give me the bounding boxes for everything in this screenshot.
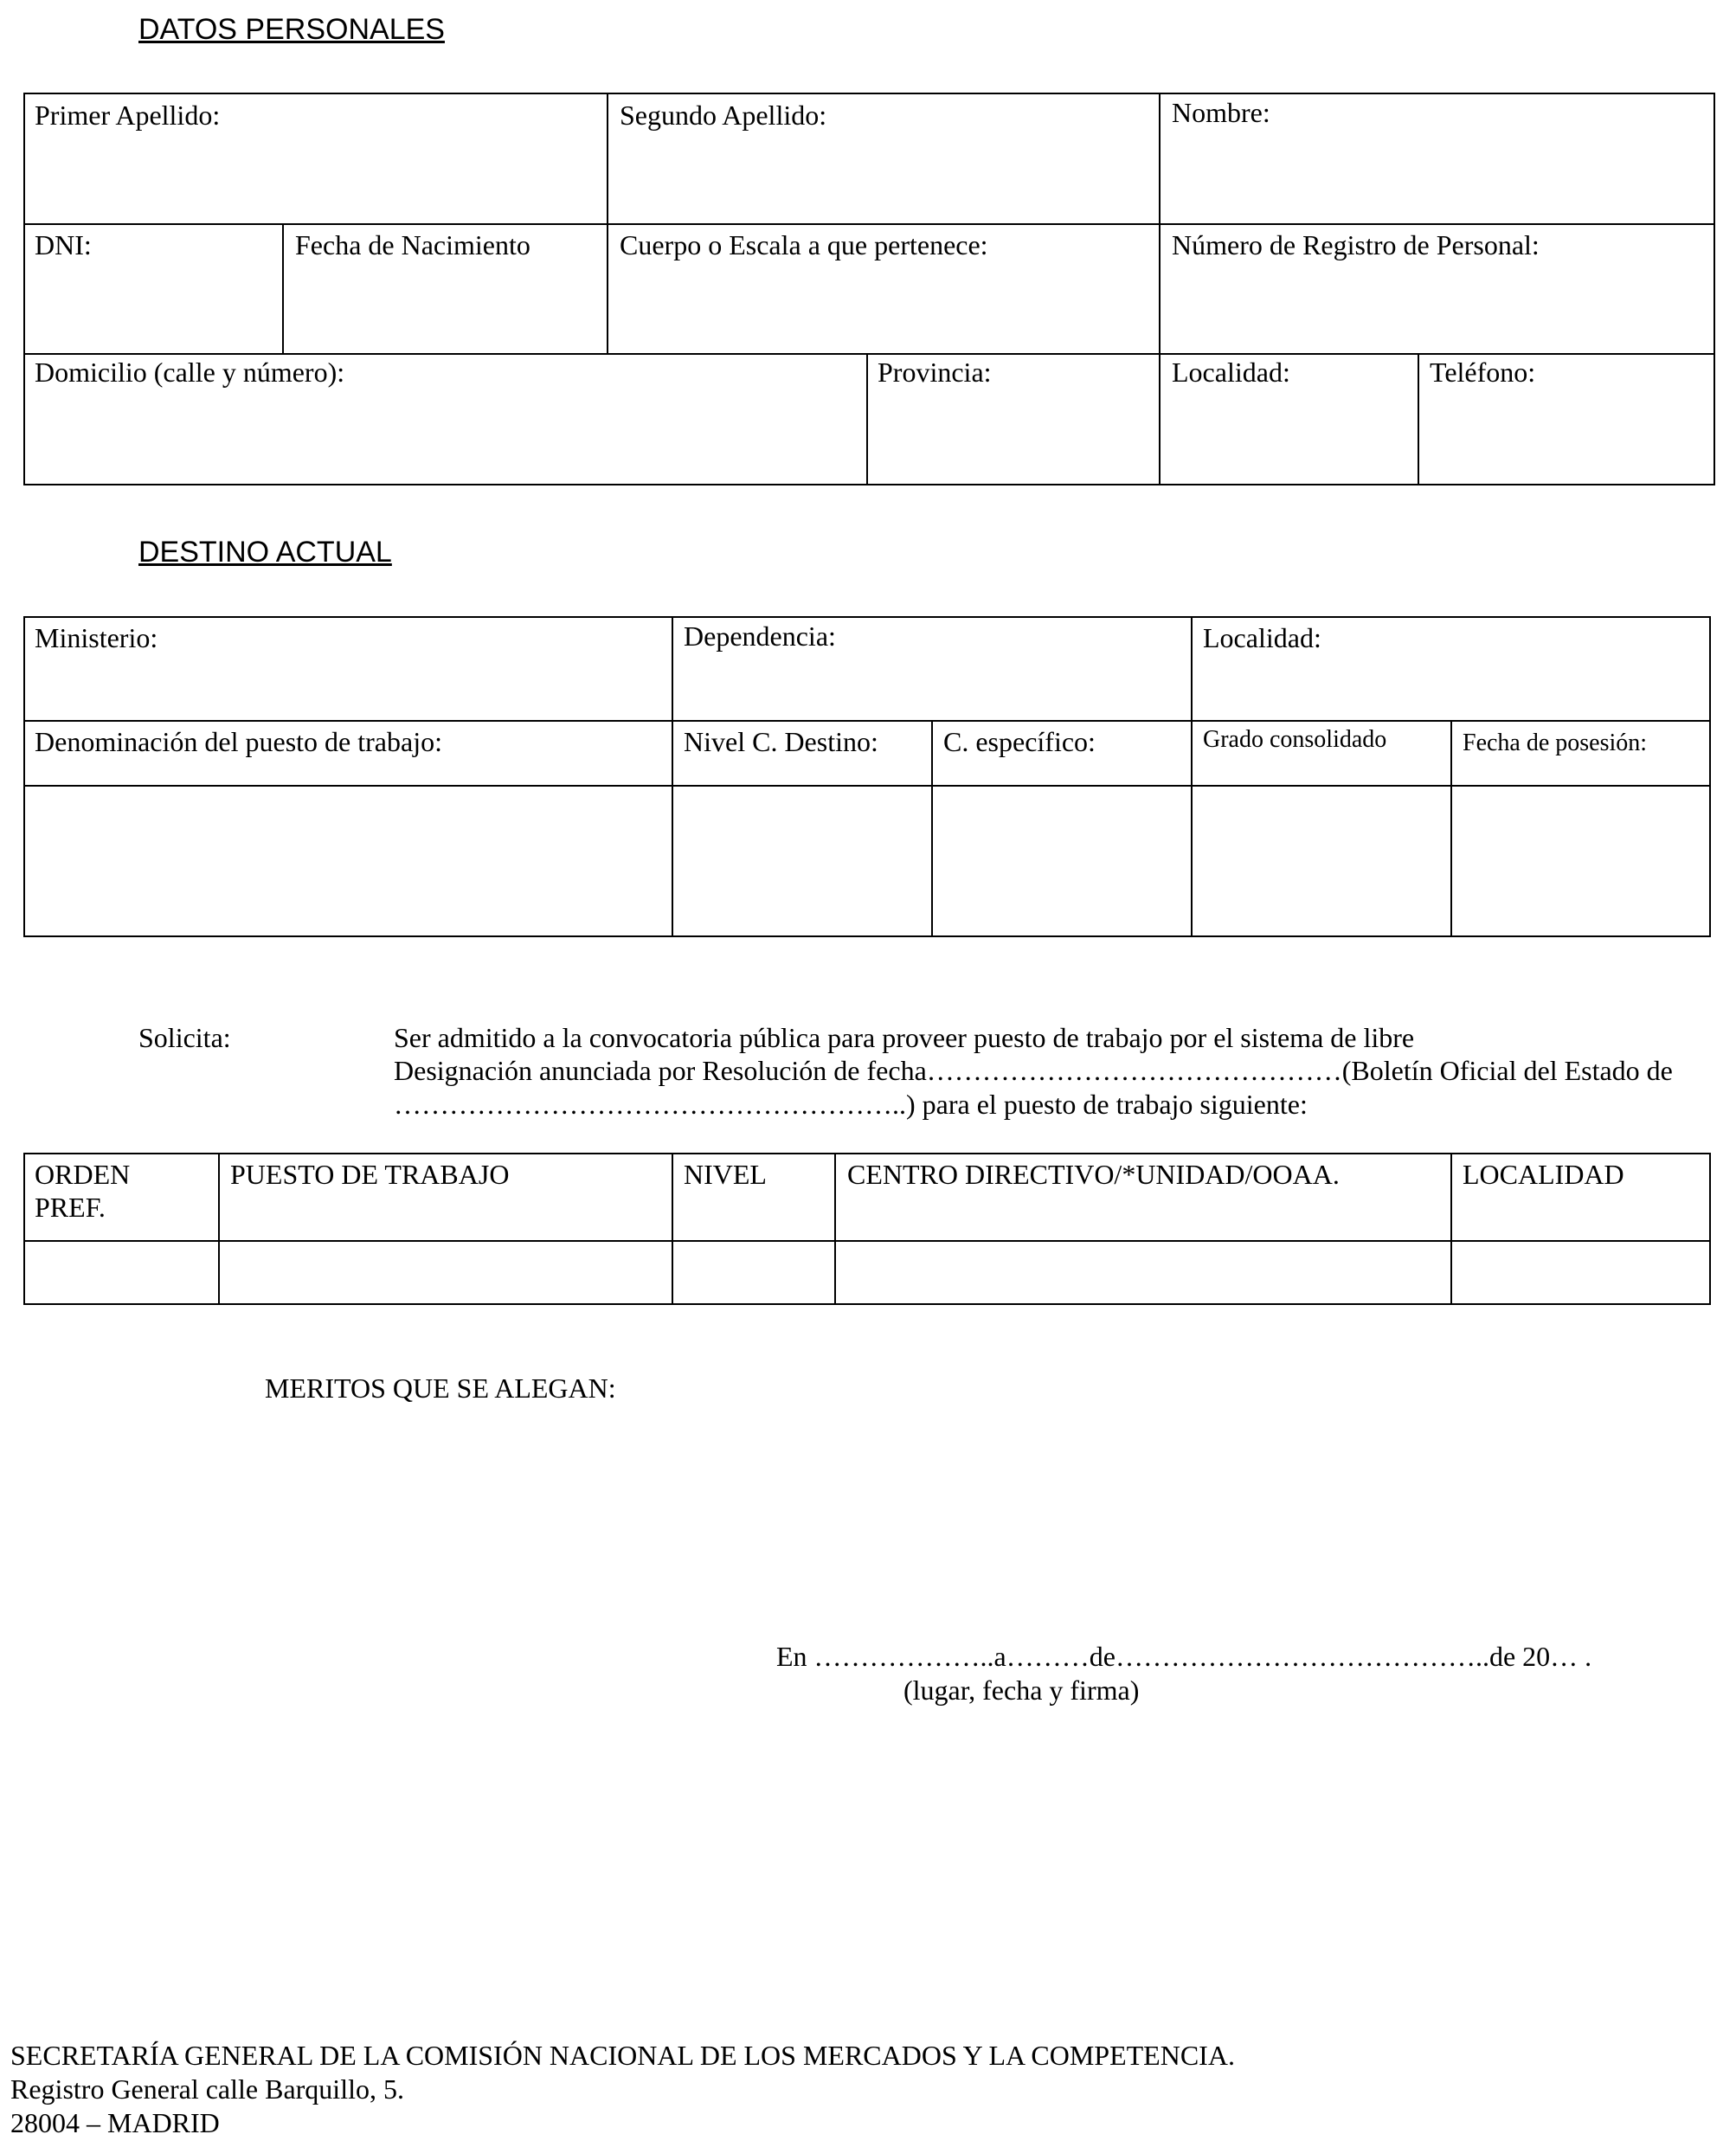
- col-divider: [1450, 1153, 1452, 1305]
- col-divider: [218, 1153, 220, 1305]
- col-divider: [1159, 93, 1161, 485]
- datos-personales-border: [23, 93, 1715, 485]
- fecha-posesion-field[interactable]: Fecha de posesión:: [1463, 730, 1648, 756]
- firma-line: En ………………..a………de…………………………………..de 20… .: [776, 1641, 1592, 1672]
- localidad-cell[interactable]: [1453, 1243, 1709, 1303]
- row-divider: [23, 720, 1711, 722]
- col-divider: [931, 720, 933, 937]
- col-divider: [1450, 720, 1452, 937]
- telefono-field[interactable]: Teléfono:: [1430, 357, 1536, 388]
- footer-line-1: SECRETARÍA GENERAL DE LA COMISIÓN NACIONAL DE LOS MERCADOS Y LA COMPETENCIA.: [10, 2040, 1235, 2071]
- meritos-field[interactable]: [265, 1411, 1649, 1618]
- nivel-header: NIVEL: [684, 1159, 767, 1190]
- segundo-apellido-field[interactable]: Segundo Apellido:: [620, 100, 827, 131]
- destino-actual-heading: DESTINO ACTUAL: [138, 536, 392, 569]
- col-divider: [866, 353, 868, 485]
- col-divider: [672, 1153, 673, 1305]
- puesto-cell[interactable]: [221, 1243, 670, 1303]
- col-divider: [834, 1153, 836, 1305]
- solicita-label: Solicita:: [138, 1022, 231, 1053]
- domicilio-field[interactable]: Domicilio (calle y número):: [35, 357, 345, 388]
- col-divider: [1191, 616, 1193, 937]
- primer-apellido-field[interactable]: Primer Apellido:: [35, 100, 221, 131]
- row-divider: [23, 223, 1715, 225]
- localidad-header: LOCALIDAD: [1463, 1159, 1624, 1190]
- row-divider: [23, 1240, 1711, 1242]
- provincia-field[interactable]: Provincia:: [878, 357, 992, 388]
- fecha-nacimiento-field[interactable]: Fecha de Nacimiento: [295, 229, 530, 260]
- destino-localidad-field[interactable]: Localidad:: [1203, 622, 1321, 653]
- localidad-field[interactable]: Localidad:: [1172, 357, 1290, 388]
- especifico-field[interactable]: C. específico:: [943, 726, 1096, 757]
- dni-field[interactable]: DNI:: [35, 229, 92, 260]
- row-divider: [23, 353, 1715, 355]
- col-divider: [282, 223, 284, 353]
- solicita-line-3: ………………………………………………..) para el puesto de trabajo siguiente:: [394, 1089, 1308, 1120]
- solicita-line-1: Ser admitido a la convocatoria pública para proveer puesto de trabajo por el sistema de libre: [394, 1022, 1415, 1053]
- nombre-field[interactable]: Nombre:: [1172, 97, 1270, 128]
- destino-actual-border: [23, 616, 1711, 937]
- nivel-destino-field[interactable]: Nivel C. Destino:: [684, 726, 878, 757]
- centro-cell[interactable]: [837, 1243, 1449, 1303]
- footer-line-2: Registro General calle Barquillo, 5.: [10, 2073, 404, 2105]
- pref-header: PREF.: [35, 1192, 106, 1223]
- col-divider: [1418, 353, 1419, 485]
- dependencia-field[interactable]: Dependencia:: [684, 620, 836, 652]
- cuerpo-escala-field[interactable]: Cuerpo o Escala a que pertenece:: [620, 229, 988, 260]
- datos-personales-heading: DATOS PERSONALES: [138, 13, 445, 46]
- orden-cell[interactable]: [26, 1243, 216, 1303]
- meritos-label: MERITOS QUE SE ALEGAN:: [265, 1372, 616, 1404]
- ministerio-field[interactable]: Ministerio:: [35, 622, 158, 653]
- grado-field[interactable]: Grado consolidado: [1203, 726, 1387, 753]
- puesto-header: PUESTO DE TRABAJO: [230, 1159, 510, 1190]
- solicita-line-2: Designación anunciada por Resolución de fecha………………………………………(Boletín Oficial del Estado de: [394, 1055, 1673, 1086]
- orden-header: ORDEN: [35, 1159, 131, 1190]
- firma-caption: (lugar, fecha y firma): [903, 1675, 1140, 1706]
- centro-header: CENTRO DIRECTIVO/*UNIDAD/OOAA.: [847, 1159, 1340, 1190]
- denominacion-field[interactable]: Denominación del puesto de trabajo:: [35, 726, 442, 757]
- row-divider: [23, 785, 1711, 787]
- col-divider: [672, 616, 673, 937]
- nivel-cell[interactable]: [674, 1243, 833, 1303]
- footer-line-3: 28004 – MADRID: [10, 2107, 220, 2138]
- col-divider: [607, 93, 608, 353]
- nrp-field[interactable]: Número de Registro de Personal:: [1172, 229, 1540, 260]
